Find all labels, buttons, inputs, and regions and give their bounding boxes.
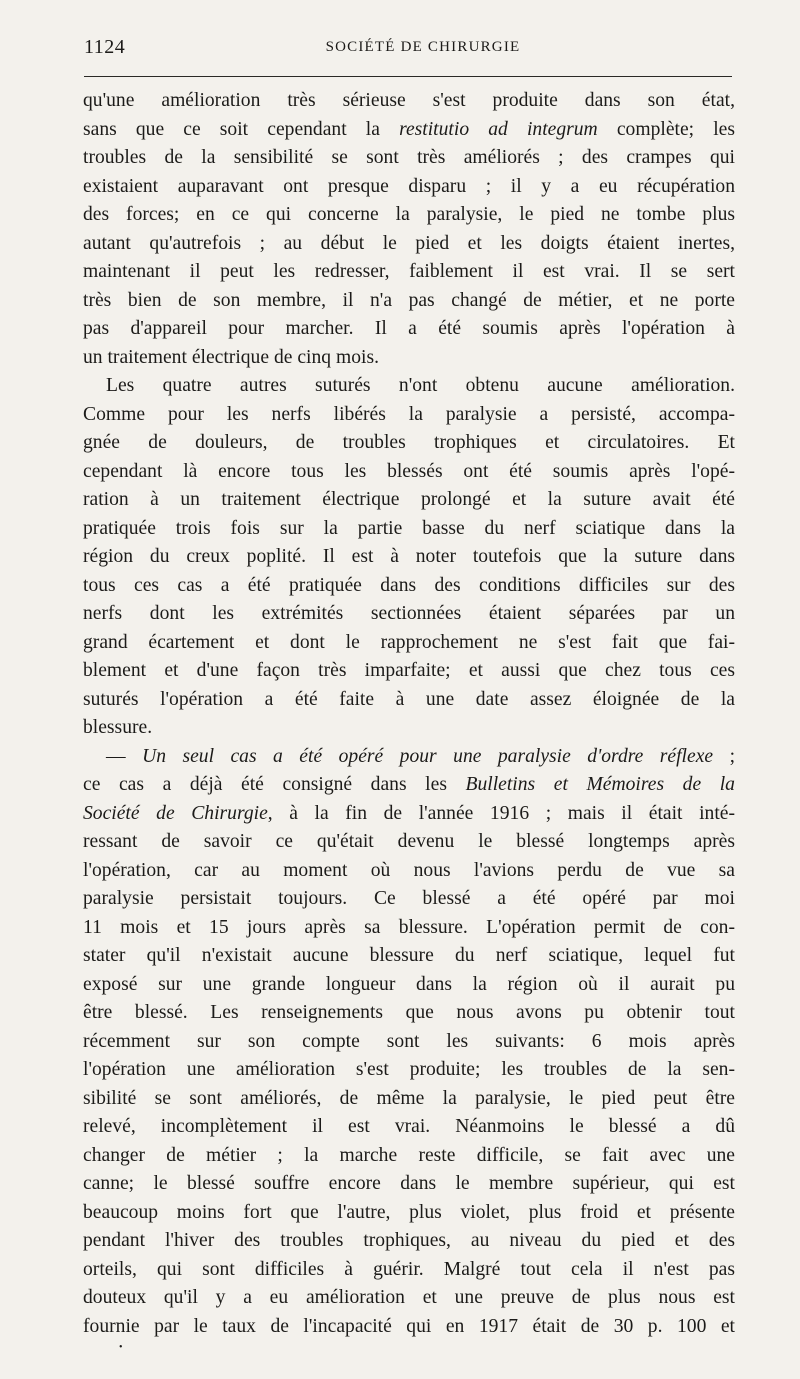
text-line: autant qu'autrefois ; au début le pied et les doigts étaient inertes, [83,232,735,254]
print-dot-mark: • [119,1342,123,1353]
text-line: pas d'appareil pour marcher. Il a été soumis après l'opération à [83,318,735,339]
page-number: 1124 [84,36,126,58]
text-line: nerfs dont les extrémités sectionnées étaient séparées par un [83,603,735,624]
text-line: maintenant il peut les redresser, faiblement il est vrai. Il se sert [83,261,735,282]
italic-text: Société de Chirurgie [83,802,268,824]
text-line: 11 mois et 15 jours après sa blessure. L'opération permit de con- [83,916,735,938]
text-line: existaient auparavant ont presque disparu ; il y a eu récupération [83,175,735,197]
text-line: grand écartement et dont le rapprochement ne s'est fait que fai- [83,631,735,653]
text-line: pratiquée trois fois sur la partie basse du nerf sciatique dans la [83,517,735,539]
italic-text: restitutio ad integrum [399,118,598,140]
text-line: récemment sur son compte sont les suivants: 6 mois après [83,1030,735,1052]
text-segment: ce cas a déjà été consigné dans les [83,774,466,795]
text-line: troubles de la sensibilité se sont très améliorés ; des crampes qui [83,147,735,168]
page-header [84,36,732,62]
text-line: beaucoup moins fort que l'autre, plus violet, plus froid et présente [83,1201,735,1223]
italic-text: Bulletins et Mémoires de la [465,774,735,795]
text-line: blessure. [83,717,153,738]
text-line [83,743,735,772]
text-line [83,771,735,800]
text-line: Les quatre autres suturés n'ont obtenu aucune amélioration. [106,375,735,396]
text-line: changer de métier ; la marche reste difficile, se fait avec une [83,1144,735,1166]
text-segment: , à la fin de l'année 1916 ; mais il était inté- [267,802,735,824]
text-line: qu'une amélioration très sérieuse s'est produite dans son état, [83,90,735,111]
text-line: blement et d'une façon très imparfaite; et aussi que chez tous ces [83,660,735,681]
text-line: l'opération une amélioration s'est produite; les troubles de la sen- [83,1059,735,1080]
text-line: un traitement électrique de cinq mois. [83,346,379,368]
text-line: sibilité se sont améliorés, de même la paralysie, le pied peut être [83,1087,735,1109]
text-line: fournie par le taux de l'incapacité qui en 1917 était de 30 p. 100 et [83,1315,735,1337]
text-line [83,800,735,829]
text-line: paralysie persistait toujours. Ce blessé a été opéré par moi [83,888,735,909]
text-line: stater qu'il n'existait aucune blessure du nerf sciatique, lequel fut [83,945,735,966]
text-line: orteils, qui sont difficiles à guérir. Malgré tout cela il n'est pas [83,1258,735,1280]
italic-text: Un seul cas a été opéré pour une paralysie d'ordre réflexe [142,745,714,767]
text-segment: — [106,745,143,767]
text-line: l'opération, car au moment où nous l'avions perdu de vue sa [83,859,735,881]
text-line: ration à un traitement électrique prolongé et la suture avait été [83,489,735,510]
text-line: pendant l'hiver des troubles trophiques, au niveau du pied et des [83,1230,735,1251]
text-line: Comme pour les nerfs libérés la paralysie a persisté, accompa- [83,403,735,425]
text-segment: sans que ce soit cependant la [83,118,400,140]
text-line: cependant là encore tous les blessés ont été soumis après l'opé- [83,460,735,482]
text-line: des forces; en ce qui concerne la paralysie, le pied ne tombe plus [83,204,735,225]
text-line: douteux qu'il y a eu amélioration et une preuve de plus nous est [83,1287,735,1308]
text-line: suturés l'opération a été faite à une date assez éloignée de la [83,688,735,710]
text-line: gnée de douleurs, de troubles trophiques et circulatoires. Et [83,432,735,453]
text-line: canne; le blessé souffre encore dans le membre supérieur, qui est [83,1173,735,1194]
text-segment: ; [713,745,736,767]
body-text [83,87,735,1341]
text-line: région du creux poplité. Il est à noter toutefois que la suture dans [83,546,735,567]
text-line: ressant de savoir ce qu'était devenu le blessé longtemps après [83,831,735,852]
header-rule [84,76,732,77]
text-line: relevé, incomplètement il est vrai. Néanmoins le blessé a dû [83,1116,735,1137]
text-segment: complète; les [597,118,735,140]
text-line: exposé sur une grande longueur dans la région où il aurait pu [83,973,735,995]
text-line: être blessé. Les renseignements que nous avons pu obtenir tout [83,1002,735,1023]
running-title: SOCIÉTÉ DE CHIRURGIE [325,39,521,55]
text-line: très bien de son membre, il n'a pas changé de métier, et ne porte [83,289,735,311]
text-line: tous ces cas a été pratiquée dans des conditions difficiles sur des [83,574,735,596]
text-line [83,116,735,145]
